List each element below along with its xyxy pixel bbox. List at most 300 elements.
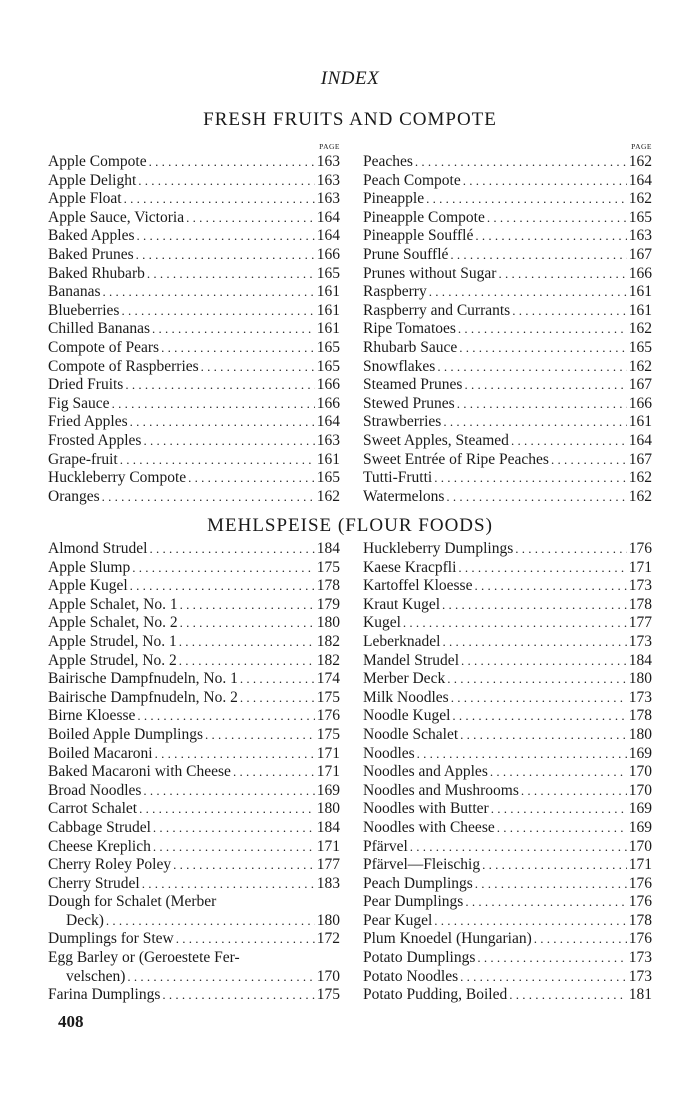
entry-page-number: 172 [316,930,340,948]
entry-page-number: 169 [316,781,340,799]
dot-leader [112,395,315,414]
index-entry [48,596,340,615]
dot-leader [201,358,315,377]
entry-page-number: 178 [628,911,652,929]
entry-name: Boiled Apple Dumplings [48,725,203,743]
index-entry [363,949,652,968]
page-column-label: PAGE [319,142,340,151]
entry-page-number: 184 [316,818,340,836]
entry-page-number: 166 [316,245,340,263]
index-entry [48,265,340,284]
entry-name: Apple Schalet, No. 1 [48,595,178,613]
index-entry [363,968,652,987]
index-entry [48,782,340,801]
index-entry [363,763,652,782]
entry-name: Peach Compote [363,171,461,189]
index-entry [48,376,340,395]
entry-name: Noodles with Butter [363,800,489,818]
entry-name: Raspberry [363,283,427,301]
index-entry [363,893,652,912]
index-entry [363,172,652,191]
index-entry [48,986,340,1005]
entry-name: Pear Kugel [363,911,433,929]
dot-leader [179,652,315,671]
entry-name: Pineapple Compote [363,208,485,226]
entry-page-number: 161 [316,450,340,468]
entry-name: Apple Sauce, Victoria [48,208,185,226]
entry-name: Grape-fruit [48,450,118,468]
entry-page-number: 162 [628,487,652,505]
dot-leader [490,763,627,782]
dot-leader [498,265,626,284]
dot-leader [477,949,626,968]
entry-name: Pear Dumplings [363,893,464,911]
entry-name: Noodle Schalet [363,725,459,743]
dot-leader [465,893,626,912]
entry-page-number: 178 [316,577,340,595]
dot-leader [205,726,315,745]
entry-page-number: 161 [316,320,340,338]
entry-name: Cabbage Strudel [48,818,151,836]
dot-leader [186,209,315,228]
section-title-mehlspeise: MEHLSPEISE (FLOUR FOODS) [207,515,493,536]
entry-name: Baked Prunes [48,245,134,263]
dot-leader [106,912,315,931]
index-entry [363,265,652,284]
entry-name: Noodles with Cheese [363,818,495,836]
index-entry [48,633,340,652]
entry-page-number: 162 [628,320,652,338]
dot-leader [120,451,315,470]
entry-name: Dough for Schalet (Merber [48,893,217,911]
index-entry [48,172,340,191]
dot-leader [515,540,627,559]
entry-name: Bairische Dampfnudeln, No. 2 [48,688,238,706]
index-entry [363,689,652,708]
index-entry [48,670,340,689]
dot-leader [460,968,627,987]
entry-name: Almond Strudel [48,540,148,557]
entry-page-number: 170 [628,837,652,855]
index-entry [48,358,340,377]
dot-leader [180,614,315,633]
entry-name: Apple Slump [48,558,131,576]
dot-leader [458,320,627,339]
dot-leader [102,488,315,507]
entry-page-number: 161 [316,283,340,301]
dot-leader [124,190,315,209]
index-entry [48,209,340,228]
dot-leader [482,856,627,875]
entry-name: Pfärvel—Fleischig [363,856,481,874]
index-entry [48,413,340,432]
dot-leader [509,986,627,1005]
index-entry [363,488,652,507]
index-entry [363,782,652,801]
index-entry [363,800,652,819]
mehlspeise-left-column [48,540,340,1005]
index-entry [48,930,340,949]
entry-page-number: 162 [628,153,652,170]
dot-leader [434,912,626,931]
index-entry [48,153,340,172]
entry-page-number: 161 [628,301,652,319]
entry-name: Cherry Strudel [48,874,140,892]
index-entry [363,469,652,488]
entry-page-number: 173 [628,967,652,985]
index-entry [48,320,340,339]
entry-page-number: 164 [628,431,652,449]
index-entry [363,633,652,652]
index-entry [363,559,652,578]
entry-page-number: 175 [316,725,340,743]
dot-leader [130,577,315,596]
dot-leader [121,302,314,321]
dot-leader [179,633,315,652]
entry-page-number: 166 [628,264,652,282]
entry-name: Apple Kugel [48,577,128,595]
entry-name: Kartoffel Kloesse [363,577,473,595]
entry-name: Plum Knoedel (Hungarian) [363,930,532,948]
entry-name: Baked Macaroni with Cheese [48,763,231,781]
entry-name: Strawberries [363,413,442,431]
dot-leader [147,265,315,284]
entry-page-number: 167 [628,245,652,263]
index-entry [48,577,340,596]
index-entry [363,339,652,358]
entry-name: Snowflakes [363,357,436,375]
entry-page-number: 164 [628,171,652,189]
dot-leader [162,986,314,1005]
entry-page-number: 171 [628,558,652,576]
entry-page-number: 163 [316,171,340,189]
dot-leader [130,413,315,432]
entry-page-number: 166 [316,376,340,394]
entry-name: Noodles [363,744,415,762]
entry-name: Potato Dumplings [363,949,476,967]
dot-leader [451,689,627,708]
index-entry [363,707,652,726]
index-entry [48,451,340,470]
dot-leader [442,633,626,652]
entry-name: Milk Noodles [363,688,449,706]
dot-leader [512,302,627,321]
index-entry [48,968,340,987]
entry-name: Tutti-Frutti [363,469,433,487]
entry-name: Egg Barley or (Geroestete Fer- [48,949,240,967]
dot-leader [173,856,315,875]
dot-leader [180,596,315,615]
entry-name: Farina Dumplings [48,986,161,1004]
entry-page-number: 175 [316,558,340,576]
dot-leader [125,376,314,395]
index-entry [48,838,340,857]
entry-page-number: 161 [316,301,340,319]
dot-leader [426,190,627,209]
index-entry [48,488,340,507]
entry-name: Prunes without Sugar [363,264,497,282]
entry-page-number: 163 [628,227,652,245]
index-entry [363,596,652,615]
entry-page-number: 162 [628,190,652,208]
entry-name: Frosted Apples [48,431,142,449]
dot-leader [143,782,314,801]
index-entry [48,856,340,875]
dot-leader [137,227,315,246]
entry-page-number: 165 [316,469,340,487]
entry-page-number: 161 [628,413,652,431]
index-entry [48,246,340,265]
entry-name: Compote of Raspberries [48,357,199,375]
index-entry [363,819,652,838]
entry-page-number: 179 [316,595,340,613]
dot-leader [452,707,626,726]
entry-page-number: 164 [316,413,340,431]
dot-leader [410,838,627,857]
entry-page-number: 164 [316,227,340,245]
entry-page-number: 166 [628,394,652,412]
dot-leader [138,172,315,191]
entry-name: Baked Rhubarb [48,264,145,282]
dot-leader [475,227,626,246]
dot-leader [415,153,627,172]
entry-page-number: 176 [628,540,652,557]
entry-page-number: 176 [316,707,340,725]
entry-name: Apple Float [48,190,122,208]
entry-page-number: 176 [628,893,652,911]
dot-leader [139,800,315,819]
index-entry [363,726,652,745]
entry-name: Oranges [48,487,100,505]
entry-name: Potato Noodles [363,967,459,985]
entry-name: Blueberries [48,301,120,319]
entry-page-number: 171 [316,763,340,781]
entry-page-number: 162 [628,469,652,487]
entry-name: Kaese Kracpfli [363,558,457,576]
dot-leader [447,670,627,689]
entry-page-number: 165 [628,208,652,226]
index-entry [363,432,652,451]
index-entry [48,763,340,782]
entry-name: Sweet Apples, Steamed [363,431,509,449]
dot-leader [491,800,627,819]
entry-page-number: 166 [316,394,340,412]
index-entry [363,838,652,857]
index-entry [48,745,340,764]
entry-page-number: 164 [316,208,340,226]
dot-leader [461,652,627,671]
entry-page-number: 184 [628,651,652,669]
index-entry [48,559,340,578]
dot-leader [534,930,627,949]
dot-leader [176,930,315,949]
dot-leader [403,614,627,633]
index-entry [48,800,340,819]
entry-name: Baked Apples [48,227,135,245]
dot-leader [136,246,315,265]
index-entry [48,227,340,246]
entry-page-number: 176 [628,874,652,892]
fresh-fruits-right-column [363,142,652,506]
index-entry [363,190,652,209]
index-entry [363,451,652,470]
entry-name: Noodles and Apples [363,763,488,781]
entry-name: Deck) [66,911,104,929]
entry-page-number: 165 [316,357,340,375]
entry-page-number: 169 [628,744,652,762]
page-column-label: PAGE [631,142,652,151]
dot-leader [464,376,626,395]
index-entry [48,875,340,894]
entry-page-number: 173 [628,688,652,706]
entry-name: Boiled Macaroni [48,744,153,762]
dot-leader [149,153,315,172]
index-entry [363,376,652,395]
dot-leader [188,469,315,488]
dot-leader [152,320,315,339]
entry-name: velschen) [66,967,126,985]
index-entry [48,689,340,708]
index-entry [48,395,340,414]
index-entry [363,930,652,949]
entry-name: Chilled Bananas [48,320,151,338]
entry-page-number: 167 [628,376,652,394]
entry-name: Leberknadel [363,632,441,650]
dot-leader [153,838,315,857]
index-entry [48,190,340,209]
index-entry [363,302,652,321]
entry-name: Cheese Kreplich [48,837,151,855]
index-entry [363,283,652,302]
entry-name: Apple Strudel, No. 2 [48,651,177,669]
entry-name: Bairische Dampfnudeln, No. 1 [48,670,238,688]
index-entry [48,614,340,633]
entry-name: Cherry Roley Poley [48,856,172,874]
entry-page-number: 169 [628,818,652,836]
entry-name: Kraut Kugel [363,595,441,613]
dot-leader [240,670,315,689]
dot-leader [521,782,627,801]
dot-leader [497,819,627,838]
entry-page-number: 171 [628,856,652,874]
entry-page-number: 178 [628,707,652,725]
mehlspeise-right-column [363,540,652,1005]
entry-page-number: 170 [628,781,652,799]
entry-name: Apple Compote [48,153,147,170]
entry-name: Peach Dumplings [363,874,473,892]
entry-page-number: 165 [628,338,652,356]
index-entry [48,540,340,559]
entry-page-number: 169 [628,800,652,818]
entry-page-number: 170 [628,763,652,781]
entry-page-number: 175 [316,986,340,1004]
entry-name: Fried Apples [48,413,128,431]
dot-leader [434,469,627,488]
dot-leader [233,763,315,782]
entry-name: Ripe Tomatoes [363,320,456,338]
index-entry [363,540,652,559]
index-entry [363,227,652,246]
index-entry [363,986,652,1005]
entry-page-number: 173 [628,949,652,967]
entry-name: Pfärvel [363,837,408,855]
index-entry [48,949,340,968]
index-entry [48,819,340,838]
index-entry [48,912,340,931]
entry-name: Noodles and Mushrooms [363,781,519,799]
index-entry [363,577,652,596]
entry-page-number: 180 [628,725,652,743]
dot-leader [457,395,627,414]
index-entry [363,209,652,228]
dot-leader [143,432,314,451]
entry-name: Merber Deck [363,670,446,688]
entry-name: Fig Sauce [48,394,110,412]
entry-name: Pineapple [363,190,425,208]
index-entry [363,395,652,414]
dot-leader [240,689,315,708]
index-entry [363,670,652,689]
entry-page-number: 171 [316,837,340,855]
index-entry [48,469,340,488]
entry-name: Dried Fruits [48,376,124,394]
dot-leader [437,358,626,377]
index-heading: INDEX [320,68,380,89]
dot-leader [487,209,627,228]
entry-name: Birne Kloesse [48,707,136,725]
dot-leader [137,707,314,726]
index-entry [48,283,340,302]
index-entry [363,413,652,432]
entry-name: Stewed Prunes [363,394,455,412]
dot-leader [103,283,315,302]
entry-name: Mandel Strudel [363,651,459,669]
dot-leader [142,875,315,894]
dot-leader [475,875,627,894]
entry-page-number: 177 [628,614,652,632]
index-entry [363,875,652,894]
page-number: 408 [58,1012,84,1031]
dot-leader [153,819,315,838]
entry-name: Sweet Entrée of Ripe Peaches [363,450,549,468]
index-entry [48,652,340,671]
index-entry [363,856,652,875]
entry-name: Noodle Kugel [363,707,451,725]
entry-page-number: 182 [316,651,340,669]
entry-page-number: 176 [628,930,652,948]
index-entry [48,707,340,726]
entry-page-number: 181 [628,986,652,1004]
entry-page-number: 180 [628,670,652,688]
entry-page-number: 163 [316,431,340,449]
entry-page-number: 180 [316,911,340,929]
entry-name: Apple Schalet, No. 2 [48,614,178,632]
entry-page-number: 171 [316,744,340,762]
index-entry [363,652,652,671]
dot-leader [429,283,627,302]
entry-name: Watermelons [363,487,445,505]
entry-name: Pineapple Soufflé [363,227,474,245]
dot-leader [127,968,314,987]
index-entry [363,745,652,764]
entry-name: Potato Pudding, Boiled [363,986,508,1004]
entry-name: Raspberry and Currants [363,301,511,319]
entry-page-number: 162 [316,487,340,505]
dot-leader [460,726,627,745]
section-title-fresh-fruits: FRESH FRUITS AND COMPOTE [203,109,497,130]
entry-page-number: 173 [628,577,652,595]
entry-page-number: 183 [316,874,340,892]
